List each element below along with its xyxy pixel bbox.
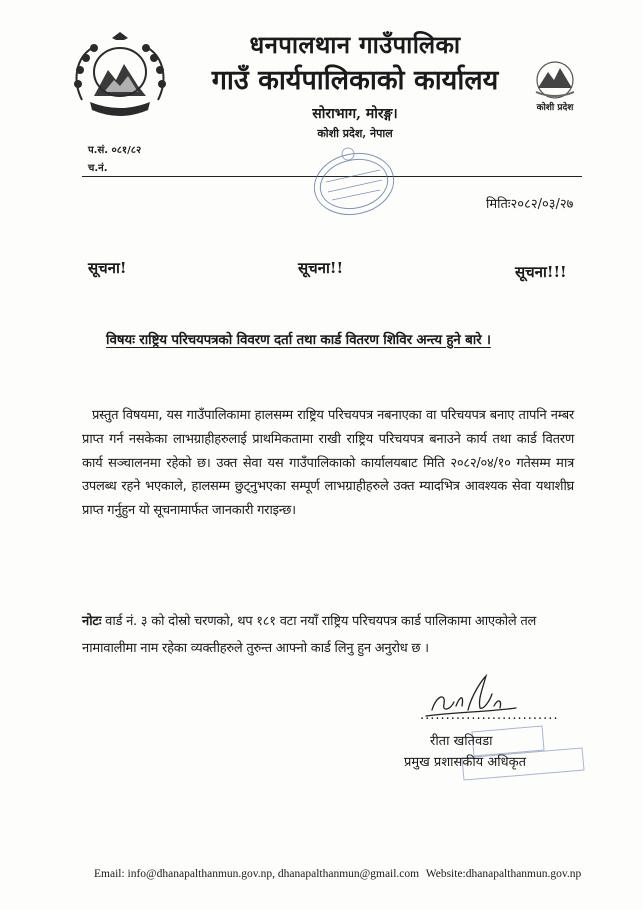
notice-heading-1: सूचना!	[88, 259, 127, 277]
reference-number: प.सं. ०८१/८२	[88, 145, 142, 156]
right-logo-label: कोशी प्रदेश	[536, 103, 574, 113]
signer-name: रीता खतिवडा	[430, 734, 493, 749]
address-line-2: कोशी प्रदेश, नेपाल	[317, 127, 393, 140]
office-stamp-icon	[292, 140, 402, 230]
notice-heading-2: सूचना!!	[298, 259, 344, 277]
note-label: नोटः	[82, 614, 102, 629]
body-paragraph: प्रस्तुत विषयमा, यस गाउँपालिकामा हालसम्म राष्ट्रिय परिचयपत्र नबनाएका वा परिचयपत्र बनाए तापनि नम्बर प्राप्त गर्न नसकेका लाभग्राहीहरुलाई प्राथमिकतामा राखी राष्ट्रिय परिचयपत्र बनाउने कार्य तथा कार्ड वितरण कार्य सञ्चालनमा रहेको छ। उक्त सेवा यस गाउँपालिकाको कार्यालयबाट मिति २०८२/०४/१० गतेसम्म मात्र उपलब्ध रहने भएकाले, हालसम्म छुट्नुभएका सम्पूर्ण लाभग्राहीहरुले उक्त म्यादभित्र आवश्यक सेवा यथाशीघ्र प्राप्त गर्नुहुन यो सूचनामार्फत जानकारी गराइन्छ।	[82, 408, 574, 519]
mountain-logo-icon	[520, 56, 590, 120]
note-paragraph	[82, 608, 574, 662]
address-line-1: सोराभाग, मोरङ्ग।	[312, 106, 398, 122]
letter-date: मितिः२०८२/०३/२७	[486, 197, 574, 212]
footer-contact	[94, 868, 582, 880]
office-name: गाउँ कार्यपालिकाको कार्यालय	[211, 65, 499, 96]
notice-heading-3: सूचना!!!	[515, 263, 567, 281]
signature-line: ...........................	[420, 708, 559, 723]
koshi-pradesh-logo	[520, 56, 590, 120]
footer-website: Website:dhanapalthanmun.gov.np	[425, 868, 582, 880]
dispatch-number: च.नं.	[88, 163, 108, 174]
note-body: वार्ड नं. ३ को दोस्रो चरणको, थप १८१ वटा नयाँ राष्ट्रिय परिचयपत्र कार्ड पालिकामा आएकोले तल नामावालीमा नाम रहेका व्यक्तीहरुले तुरुन्त आफ्नो कार्ड लिनु हुन अनुरोध छ ।	[82, 614, 537, 656]
subject-line: विषयः राष्ट्रिय परिचयपत्रको विवरण दर्ता तथा कार्ड वितरण शिविर अन्त्य हुने बारे ।	[106, 332, 491, 348]
signer-title: प्रमुख प्रशासकीय अधिकृत	[404, 755, 527, 770]
municipality-name: धनपालथान गाउँपालिका	[249, 30, 461, 59]
footer-email: Email: info@dhanapalthanmun.gov.np, dhanapalthanmun@gmail.com	[94, 868, 420, 880]
nepal-emblem-icon	[64, 30, 176, 126]
